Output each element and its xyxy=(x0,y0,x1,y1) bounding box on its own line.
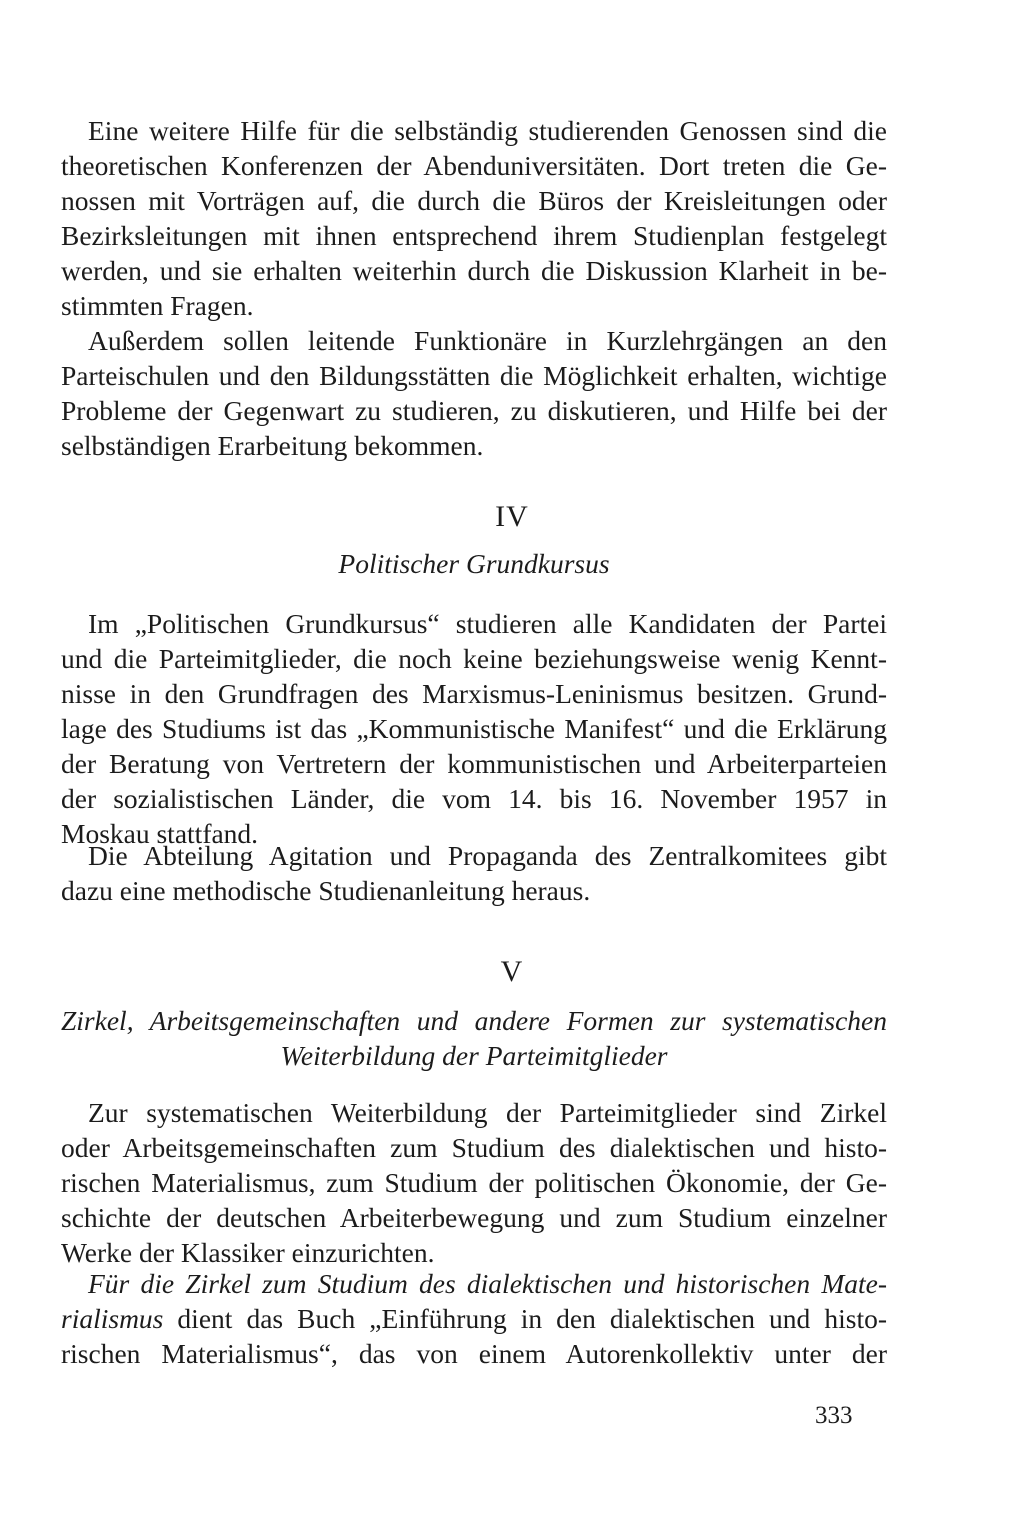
text-line: Eine weitere Hilfe für die selbständig studierenden Genossen sind die xyxy=(88,115,887,146)
text-line: nossen mit Vorträgen auf, die durch die Büros der Kreisleitungen oder xyxy=(61,185,887,216)
section-numeral-v: V xyxy=(500,955,524,988)
text-line: der Beratung von Vertretern der kommunistischen und Arbeiterparteien xyxy=(61,748,887,779)
text-line: theoretischen Konferenzen der Abenduniversitäten. Dort treten die Ge- xyxy=(61,150,887,181)
paragraph-zirkel-materialismus xyxy=(61,1266,887,1371)
text-line: Parteischulen und den Bildungsstätten die Möglichkeit erhalten, wichtige xyxy=(61,360,887,391)
text-line: nisse in den Grundfragen des Marxismus-Leninismus besitzen. Grund- xyxy=(61,678,887,709)
text-line: selbständigen Erarbeitung bekommen. xyxy=(61,430,484,461)
text-line: oder Arbeitsgemeinschaften zum Studium des dialektischen und histo- xyxy=(61,1132,887,1163)
text-line: Bezirksleitungen mit ihnen entsprechend ihrem Studienplan festgelegt xyxy=(61,220,887,251)
text-line: der sozialistischen Länder, die vom 14. bis 16. November 1957 in xyxy=(61,783,887,814)
section-title-text: Zirkel, Arbeitsgemeinschaften und andere Formen zur systematischen xyxy=(61,1005,887,1036)
section-title-text: Politischer Grundkursus xyxy=(338,548,610,579)
italic-text: rialismus xyxy=(61,1303,164,1334)
text-line: lage des Studiums ist das „Kommunistische Manifest“ und die Erklärung xyxy=(61,713,887,744)
paragraph-kurzlehrgaenge xyxy=(61,323,887,463)
page-number: 333 xyxy=(815,1402,853,1429)
text-line: Moskau stattfand. xyxy=(61,818,259,849)
text-line: Im „Politischen Grundkursus“ studieren alle Kandidaten der Partei xyxy=(88,608,887,639)
text-line: dazu eine methodische Studienanleitung heraus. xyxy=(61,875,591,906)
section-title-v xyxy=(61,1003,887,1073)
text-line: und die Parteimitglieder, die noch keine beziehungsweise wenig Kennt- xyxy=(61,643,887,674)
text-line: stimmten Fragen. xyxy=(61,290,254,321)
text-line: Werke der Klassiker einzurichten. xyxy=(61,1237,435,1268)
section-title-text: Weiterbildung der Parteimitglieder xyxy=(280,1040,668,1071)
section-title-iv xyxy=(61,546,887,581)
plain-text: dient das Buch „Einführung in den dialektischen und histo- xyxy=(163,1303,887,1334)
text-line: Für die Zirkel zum Studium des dialektischen und historischen Mate- xyxy=(88,1268,887,1299)
text-line: Probleme der Gegenwart zu studieren, zu diskutieren, und Hilfe bei der xyxy=(61,395,887,426)
text-line: rischen Materialismus“, das von einem Autorenkollektiv unter der xyxy=(61,1338,887,1369)
paragraph-weiterbildung xyxy=(61,1095,887,1270)
text-line: Zur systematischen Weiterbildung der Parteimitglieder sind Zirkel xyxy=(88,1097,887,1128)
text-line: schichte der deutschen Arbeiterbewegung und zum Studium einzelner xyxy=(61,1202,887,1233)
paragraph-grundkursus xyxy=(61,606,887,851)
section-numeral-iv: IV xyxy=(495,500,529,533)
text-line: Die Abteilung Agitation und Propaganda des Zentralkomitees gibt xyxy=(88,840,887,871)
paragraph-abenduniversitaeten xyxy=(61,113,887,323)
text-line: Außerdem sollen leitende Funktionäre in Kurzlehrgängen an den xyxy=(88,325,887,356)
paragraph-studienanleitung xyxy=(61,838,887,908)
text-line: rischen Materialismus, zum Studium der politischen Ökonomie, der Ge- xyxy=(61,1167,887,1198)
text-line: werden, und sie erhalten weiterhin durch die Diskussion Klarheit in be- xyxy=(61,255,887,286)
text-line xyxy=(61,1301,887,1336)
